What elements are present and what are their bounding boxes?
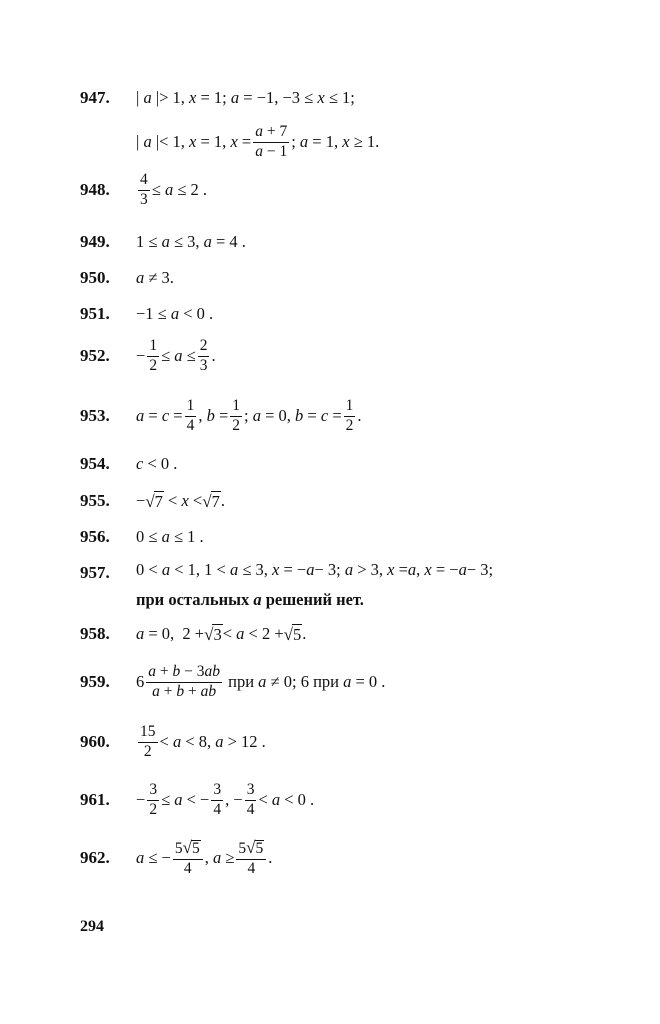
problem-number: 959. [80, 672, 110, 691]
problem-number: 957. [80, 563, 110, 582]
problem-number: 953. [80, 406, 110, 425]
problem-number: 947. [80, 88, 110, 107]
answer-body: | a |> 1, x = 1; a = −1, −3 ≤ x ≤ 1; | a |< 1, x = 1, x = $\frac{a + 7}{a - 1}$ ; a = 1, x ≥ 1. [136, 88, 380, 160]
problem-number: 955. [80, 491, 110, 510]
page-number: 294 [80, 918, 104, 935]
problem-number: 960. [80, 732, 110, 751]
answer-page: 947. | a |> 1, x = 1; a = −1, −3 ≤ x ≤ 1; | a |< 1, x = 1, x = $\frac{a + 7}{a - 1}$ ; a = 1, x ≥ 1. 948. $\frac{4}{3}$ ≤ a ≤ 2 . 949. 1 ≤ a ≤ 3, a = 4 . 950. a ≠ 3. 951. −1 ≤ a < 0 . 952. − $\frac{1}{2}$ ≤ a ≤ $\frac{2}{3}$ . 953. a = c = $\frac{1}{4}$ , b = $\frac{1}{2}$ ; a = 0, b = c = $\frac{1}{2}$ . 954. c < 0 . 955. − √ 7 < x < √ 7 . 956. 0 ≤ a ≤ 1 . 957. 0 < a < 1, 1 < a ≤ 3, x = − a − 3; a > 3, x = a , x = − a − 3; при остальных a решений нет. 958. a = 0, 2 + √ 3 < a < 2 + √ 5 . 959. 6 $\frac{a + b - 3ab}{a + b + ab}$ при a ≠ 0 ; 6 при a = 0 . 960. $\frac{15}{2}$ < a < 8, a > 12 . 961. − $\frac{3}{2}$ ≤ a < − $\frac{3}{4}$ , − $\frac{3}{4}$ < a < 0 . 962. a ≤ − 5 √ 5 4 , a ≥ 5 √ 5 4 . 294 [0, 0, 660, 1024]
pri-text: при [228, 672, 255, 691]
problem-number: 962. [80, 848, 110, 867]
problem-number: 950. [80, 268, 110, 287]
pri6-text: ; 6 при [291, 672, 339, 691]
problem-number: 948. [80, 180, 110, 199]
no-solutions-text: при остальных [136, 590, 250, 609]
problem-number: 951. [80, 304, 110, 323]
problem-number: 949. [80, 232, 110, 251]
problem-number: 954. [80, 454, 110, 473]
problem-number: 961. [80, 790, 110, 809]
problem-number: 952. [80, 346, 110, 365]
no-solutions-tail: решений нет. [265, 590, 364, 609]
problem-number: 956. [80, 527, 110, 546]
problem-number: 958. [80, 624, 110, 643]
